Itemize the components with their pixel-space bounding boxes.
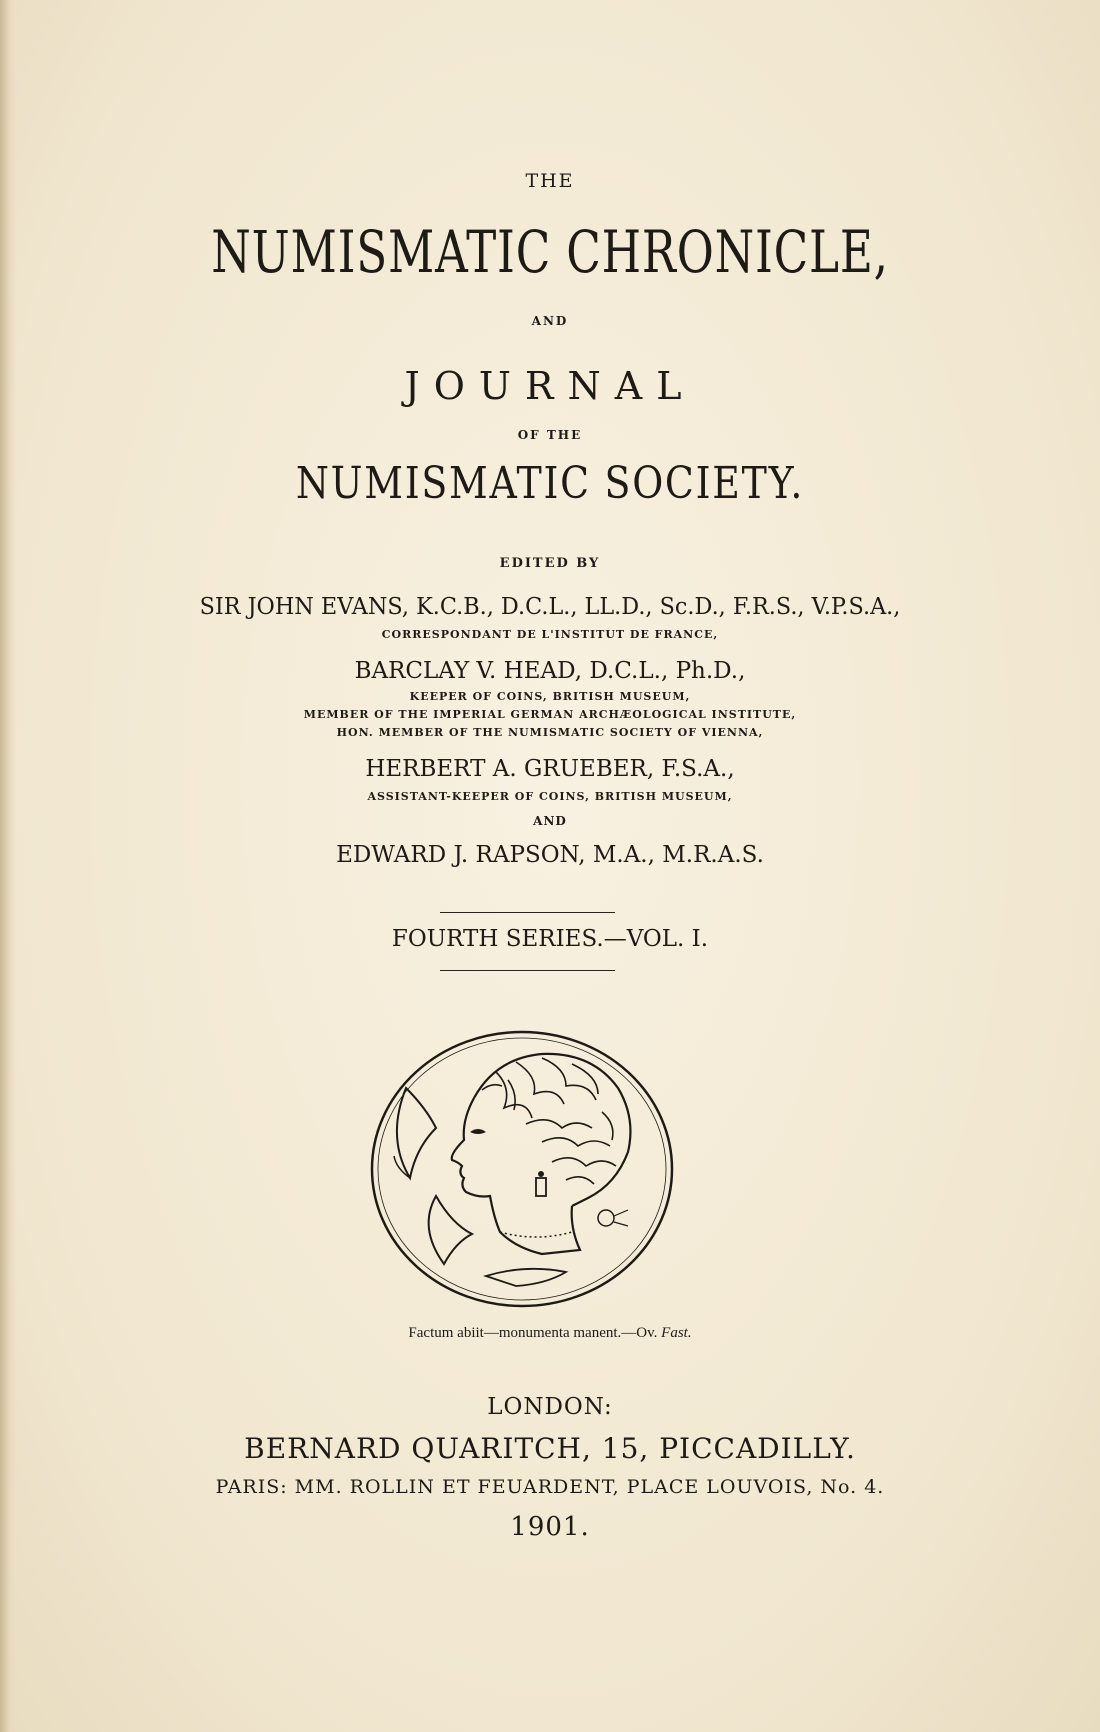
editor-rapson-name: EDWARD J. RAPSON, M.A., M.R.A.S. [336,842,764,868]
imprint-publisher: BERNARD QUARITCH, 15, PICCADILLY. [244,1432,856,1465]
editor-head-credential-1: KEEPER OF COINS, BRITISH MUSEUM, [409,690,691,703]
editor-grueber-credential: ASSISTANT-KEEPER OF COINS, BRITISH MUSEUM, [367,790,733,803]
title-journal: JOURNAL [404,364,696,408]
editor-head-credential-2: MEMBER OF THE IMPERIAL GERMAN ARCHÆOLOGICAL INSTITUTE, [303,708,797,721]
imprint-city: LONDON: [487,1394,613,1420]
coin-illustration [366,1028,678,1310]
editor-head-credential-3: HON. MEMBER OF THE NUMISMATIC SOCIETY OF VIENNA, [336,726,764,739]
editor-grueber-name: HERBERT A. GRUEBER, F.S.A., [365,756,735,782]
imprint-year: 1901. [510,1512,590,1542]
title-the: THE [525,170,575,192]
motto-source: Fast. [661,1325,692,1341]
motto [0,1325,1100,1342]
rule-bottom [440,970,615,971]
rule-top [440,912,615,913]
edited-by: EDITED BY [499,556,601,571]
editor-head-name: BARCLAY V. HEAD, D.C.L., Ph.D., [354,658,746,684]
series-volume: FOURTH SERIES.—VOL. I. [391,926,709,952]
editor-evans-name: SIR JOHN EVANS, K.C.B., D.C.L., LL.D., Sc.D., F.R.S., V.P.S.A., [199,594,901,620]
editors-and: AND [533,814,567,828]
title-main: NUMISMATIC CHRONICLE, [211,218,889,286]
title-of-the: OF THE [517,428,583,442]
editor-evans-credential: CORRESPONDANT DE L'INSTITUT DE FRANCE, [381,628,719,641]
title-society: NUMISMATIC SOCIETY. [295,458,805,509]
imprint-paris: PARIS: MM. ROLLIN ET FEUARDENT, PLACE LOUVOIS, No. 4. [215,1476,885,1498]
title-and: AND [531,314,569,328]
motto-text: Factum abiit—monumenta manent.—Ov. [408,1325,662,1341]
